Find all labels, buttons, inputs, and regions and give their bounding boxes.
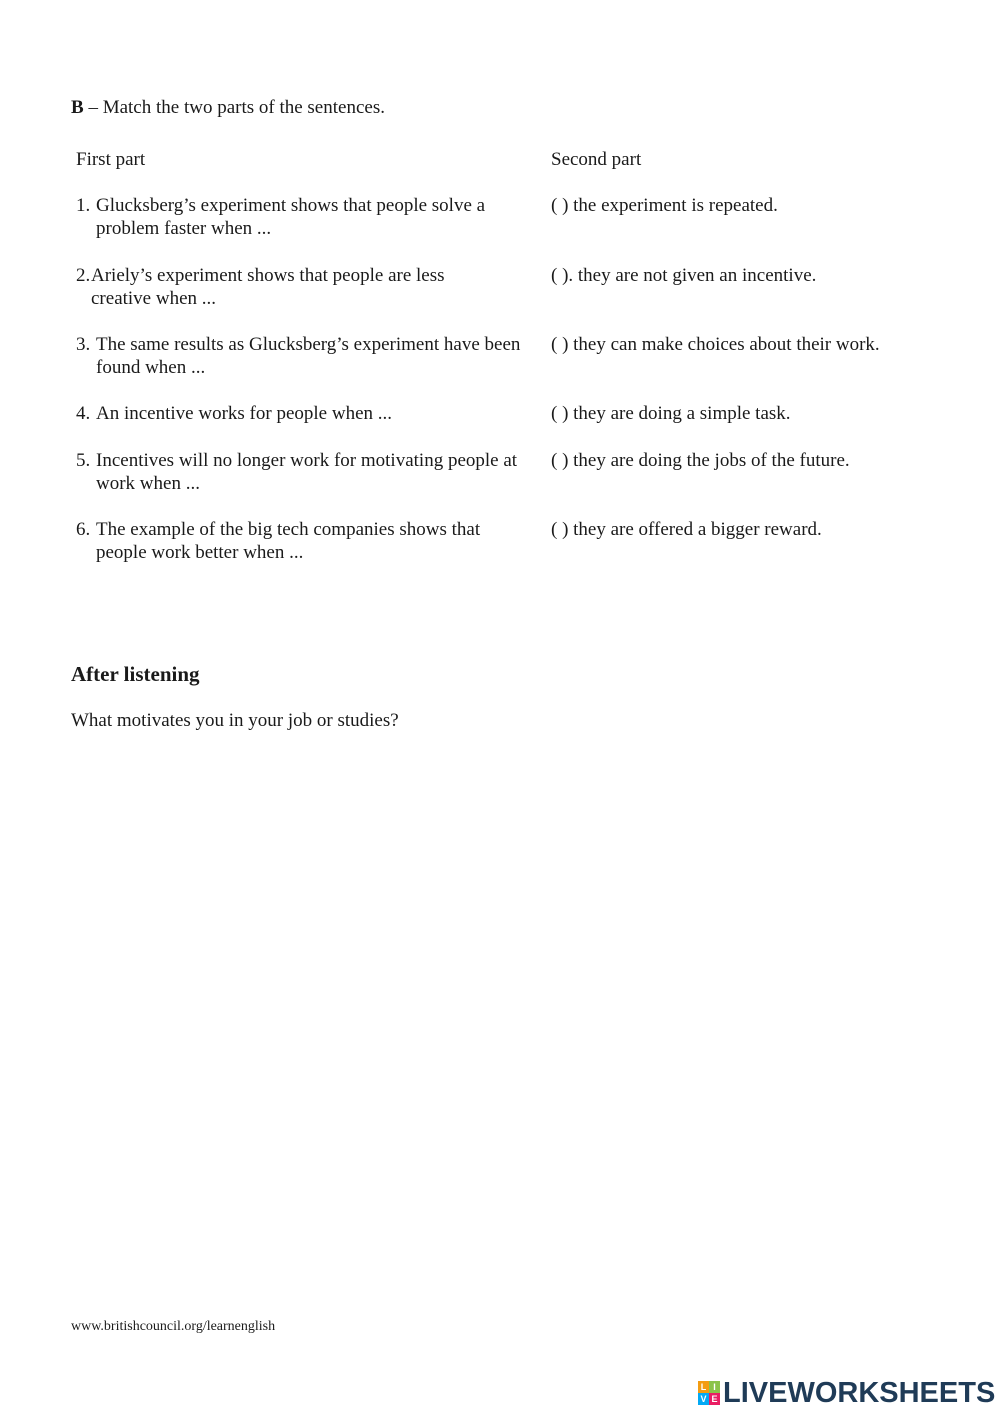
footer-url: www.britishcouncil.org/learnenglish xyxy=(71,1319,276,1334)
second-part-text: . they are not given an incentive. xyxy=(568,265,817,286)
second-part-item xyxy=(551,449,971,472)
item-number: 2. xyxy=(76,265,91,286)
second-part-text: they are offered a bigger reward. xyxy=(568,519,822,540)
item-number: 1. xyxy=(76,195,91,216)
column-header-second: Second part xyxy=(551,149,642,170)
exercise-instruction xyxy=(71,96,385,120)
second-part-item xyxy=(551,402,971,425)
answer-blank[interactable]: ( ) xyxy=(551,403,569,424)
second-part-text: they are doing the jobs of the future. xyxy=(568,450,850,471)
first-part-item xyxy=(76,333,531,379)
liveworksheets-wordmark: LIVEWORKSHEETS xyxy=(723,1377,996,1409)
logo-letter-i: I xyxy=(709,1381,720,1393)
first-part-item xyxy=(76,194,531,240)
second-part-text: the experiment is repeated. xyxy=(568,195,778,216)
liveworksheets-icon xyxy=(698,1381,720,1405)
first-part-text: The same results as Glucksberg’s experiment have been found when ... xyxy=(96,334,521,378)
first-part-text: An incentive works for people when ... xyxy=(96,403,393,424)
second-part-text: they can make choices about their work. xyxy=(568,334,880,355)
second-part-item xyxy=(551,333,971,356)
logo-letter-l: L xyxy=(698,1381,709,1393)
column-header-first: First part xyxy=(76,149,146,170)
exercise-letter: B xyxy=(71,97,84,118)
answer-blank[interactable]: ( ) xyxy=(551,450,569,471)
answer-blank[interactable]: ( ) xyxy=(551,519,569,540)
first-part-item xyxy=(76,402,531,425)
second-part-item xyxy=(551,194,971,217)
first-part-item xyxy=(76,518,531,564)
answer-blank[interactable]: ( ) xyxy=(551,334,569,355)
item-number: 5. xyxy=(76,450,91,471)
first-part-text: Incentives will no longer work for motivating people at work when ... xyxy=(96,450,518,494)
first-part-item xyxy=(76,264,531,310)
second-part-item xyxy=(551,264,971,287)
liveworksheets-logo xyxy=(698,1377,995,1409)
first-part-text: The example of the big tech companies shows that people work better when ... xyxy=(96,519,481,563)
after-listening-question: What motivates you in your job or studies? xyxy=(71,710,399,731)
item-number: 4. xyxy=(76,403,91,424)
after-listening-title: After listening xyxy=(71,662,200,686)
second-part-text: they are doing a simple task. xyxy=(568,403,791,424)
first-part-text: Ariely’s experiment shows that people are less creative when ... xyxy=(91,265,445,309)
answer-blank[interactable]: ( ) xyxy=(551,195,569,216)
logo-letter-e: E xyxy=(709,1393,720,1405)
first-part-text: Glucksberg’s experiment shows that people solve a problem faster when ... xyxy=(96,195,486,239)
first-part-item xyxy=(76,449,531,495)
instruction-text: – Match the two parts of the sentences. xyxy=(83,97,385,118)
second-part-item xyxy=(551,518,971,541)
item-number: 3. xyxy=(76,334,91,355)
answer-blank[interactable]: ( ) xyxy=(551,265,569,286)
logo-letter-v: V xyxy=(698,1393,709,1405)
item-number: 6. xyxy=(76,519,91,540)
